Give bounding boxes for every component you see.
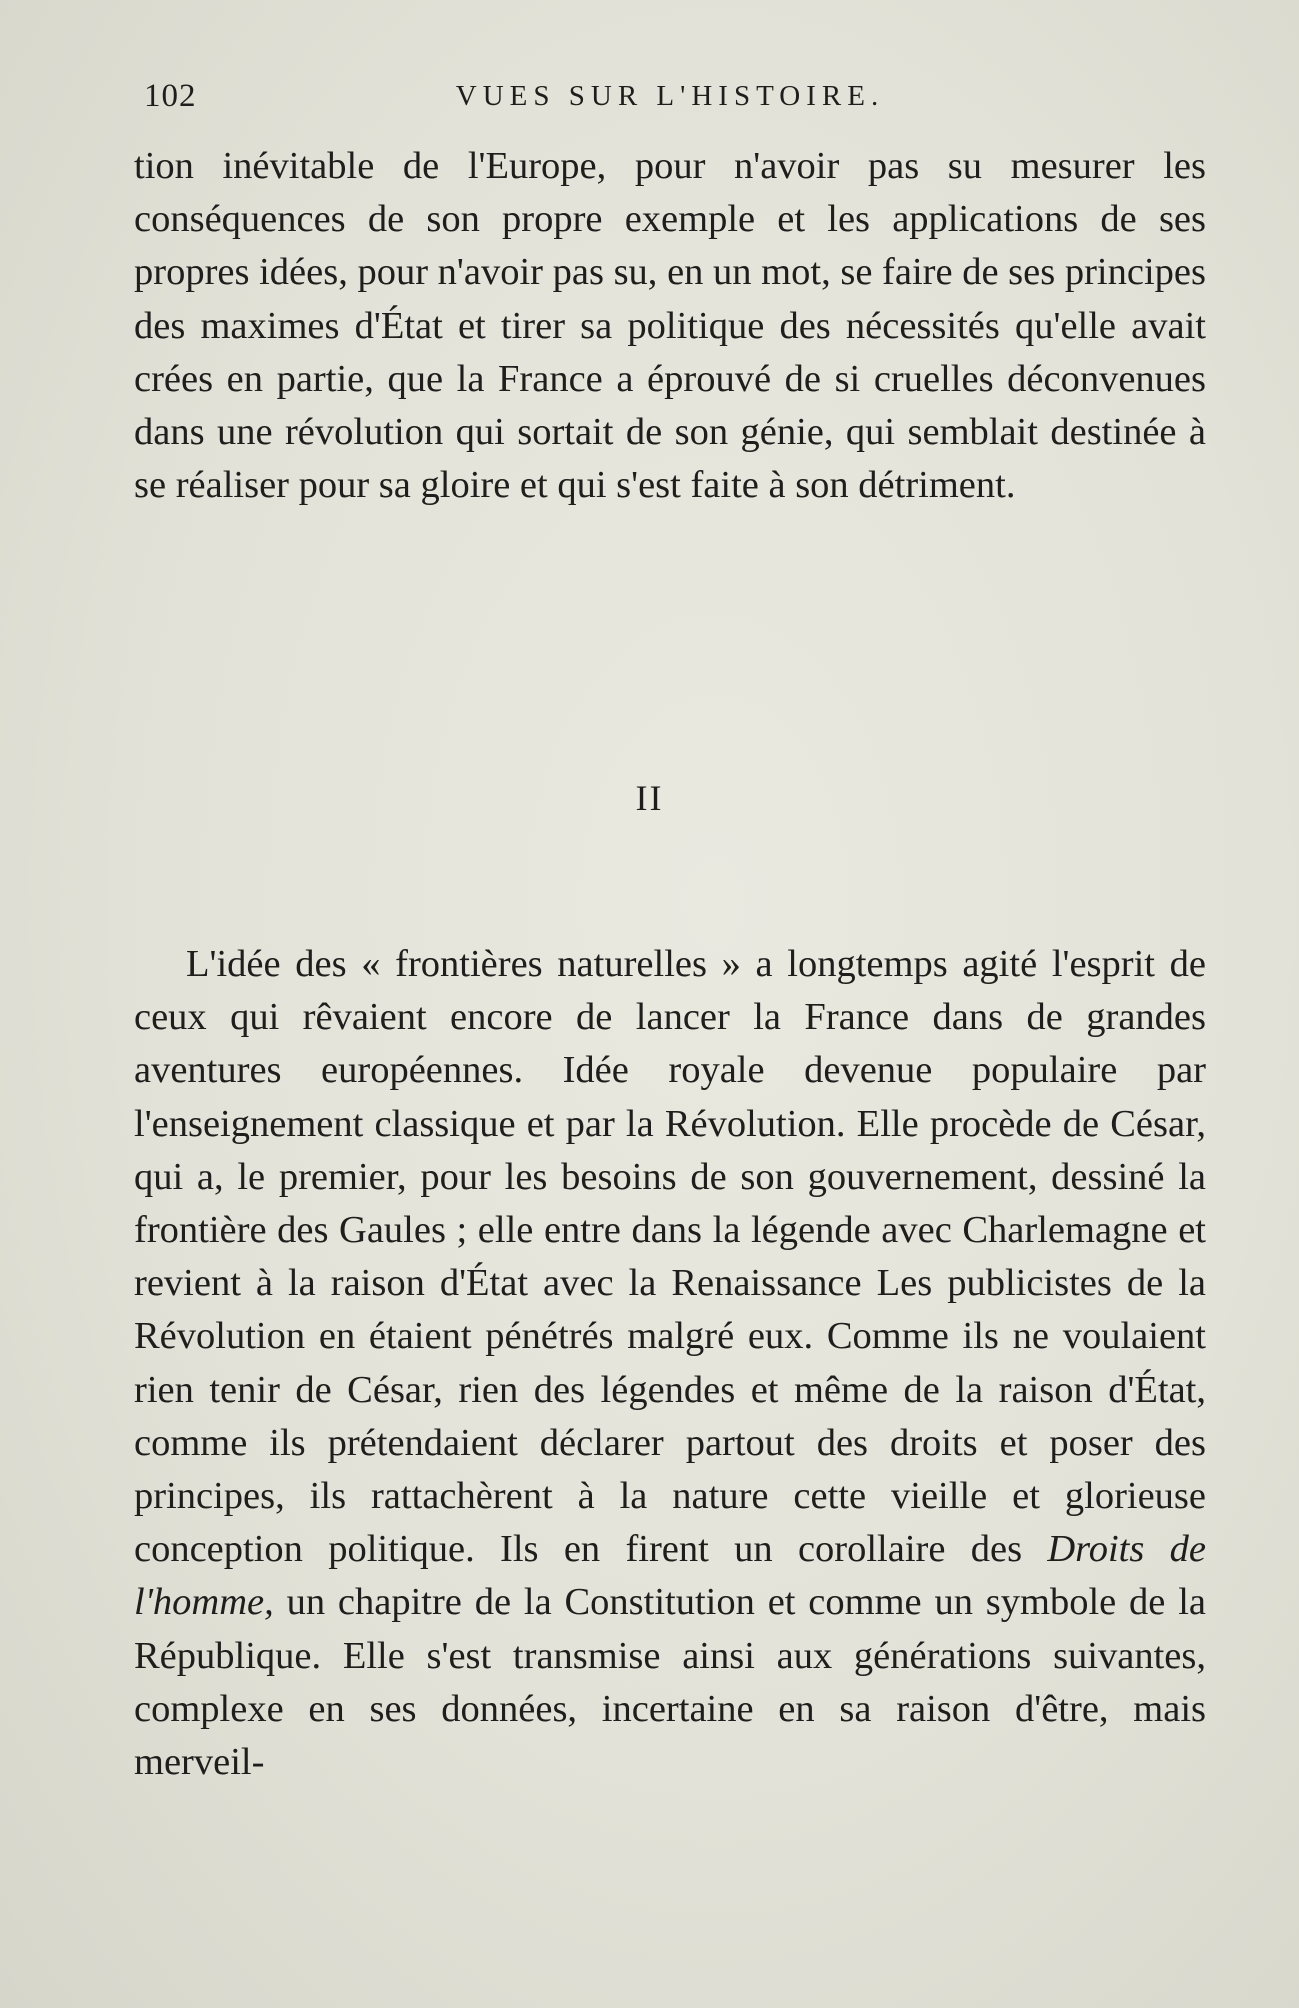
paragraph-text-end: un chapitre de la Constitution et comme un symbole de la République. Elle s'est transmise ainsi aux générations suivantes, complexe en ses données, incertaine en sa raison d'être, mais merveil- [134, 1581, 1206, 1784]
running-title: VUES SUR L'HISTOIRE. [455, 80, 885, 112]
paragraph-continued: tion inévitable de l'Europe, pour n'avoir pas su mesurer les conséquences de son propre exemple et les applications de ses propres idées, pour n'avoir pas su, en un mot, se faire de ses principes des maximes d'État et tirer sa politique des nécessités qu'elle avait crées en partie, que la France a éprouvé de si cruelles déconvenues dans une révolution qui sortait de son génie, qui semblait destinée à se réaliser pour sa gloire et qui s'est faite à son détriment. [134, 145, 1206, 507]
paragraph-frontieres-naturelles [134, 938, 1206, 1789]
italic-title-droits-de-l-homme: Droits de l'homme, [134, 1528, 1207, 1624]
page-header [140, 76, 1200, 116]
paragraph-text-start: L'idée des « frontières naturelles » a longtemps agité l'esprit de ceux qui rêvaient encore de lancer la France dans de grandes aventures européennes. Idée royale devenue populaire par l'enseignement classique et par la Révolution. Elle procède de César, qui a, le premier, pour les besoins de son gouvernement, dessiné la frontière des Gaules ; elle entre dans la légende avec Charlemagne et revient à la raison d'État avec la Renaissance Les publicistes de la Révolution en étaient pénétrés malgré eux. Comme ils ne voulaient rien tenir de César, rien des légendes et même de la raison d'État, comme ils prétendaient déclarer partout des droits et poser des principes, ils rattachèrent à la nature cette vieille et glorieuse conception politique. Ils en firent un corollaire des [134, 943, 1206, 1571]
page-number: 102 [144, 78, 197, 114]
section-number: II [635, 778, 664, 818]
